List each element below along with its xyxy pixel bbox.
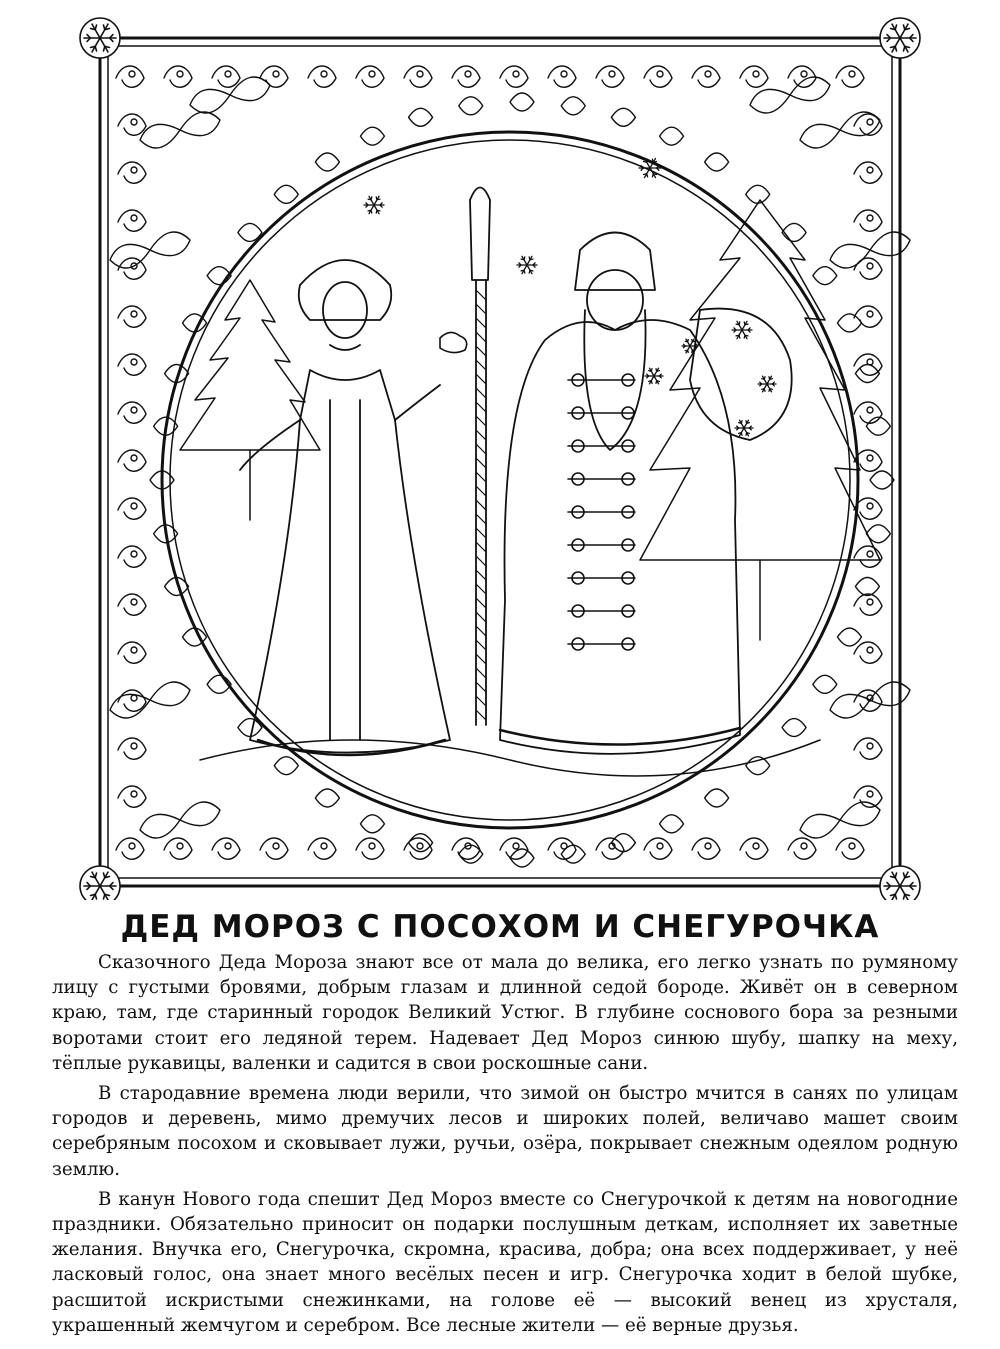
paragraph: В стародавние времена люди верили, что зимой он быстро мчится в санях по улицам городов и деревень, мимо дремучих лесов и широких полей, величаво машет своим серебряным посохом и сковывает лужи, ручьи, озёра, покрывает снежным одеялом родную землю. (52, 1083, 958, 1180)
paragraph: В канун Нового года спешит Дед Мороз вместе со Снегурочкой к детям на новогодние праздники. Обязательно приносит он подарки послушным деткам, исполняет их заветные желания. Внучка его, Снегурочка, скромна, красива, добра; она всех поддерживает, у неё ласковый голос, она знает много весёлых песен и игр. Снегурочка ходит в белой шубке, расшитой искристыми снежинками, на голове её — высокий венец из хрусталя, украшенный жемчугом и серебром. Все лесные жители — её верные друзья. (52, 1188, 958, 1336)
ded-moroz-figure (500, 233, 792, 754)
paragraph: Сказочного Деда Мороза знают все от мала до велика, его легко узнать по румяному лицу с густыми бровями, добрым глазам и длинной седой бороде. Живёт он в северном краю, там, где старинный городок Великий Устюг. В глубине соснового бора за резными воротами стоит его ледяной терем. Надевает Дед Мороз синюю шубу, шапку на меху, тёплые рукавицы, валенки и садится в свои роскошные сани. (52, 952, 958, 1074)
snowy-ground (200, 740, 820, 776)
story-text (52, 950, 958, 1343)
medallion (162, 132, 858, 828)
staff (470, 188, 490, 726)
corner-snowflake-icon (80, 18, 920, 900)
page-title: ДЕД МОРОЗ С ПОСОХОМ И СНЕГУРОЧКА (120, 909, 880, 945)
bird-icon (440, 332, 467, 352)
